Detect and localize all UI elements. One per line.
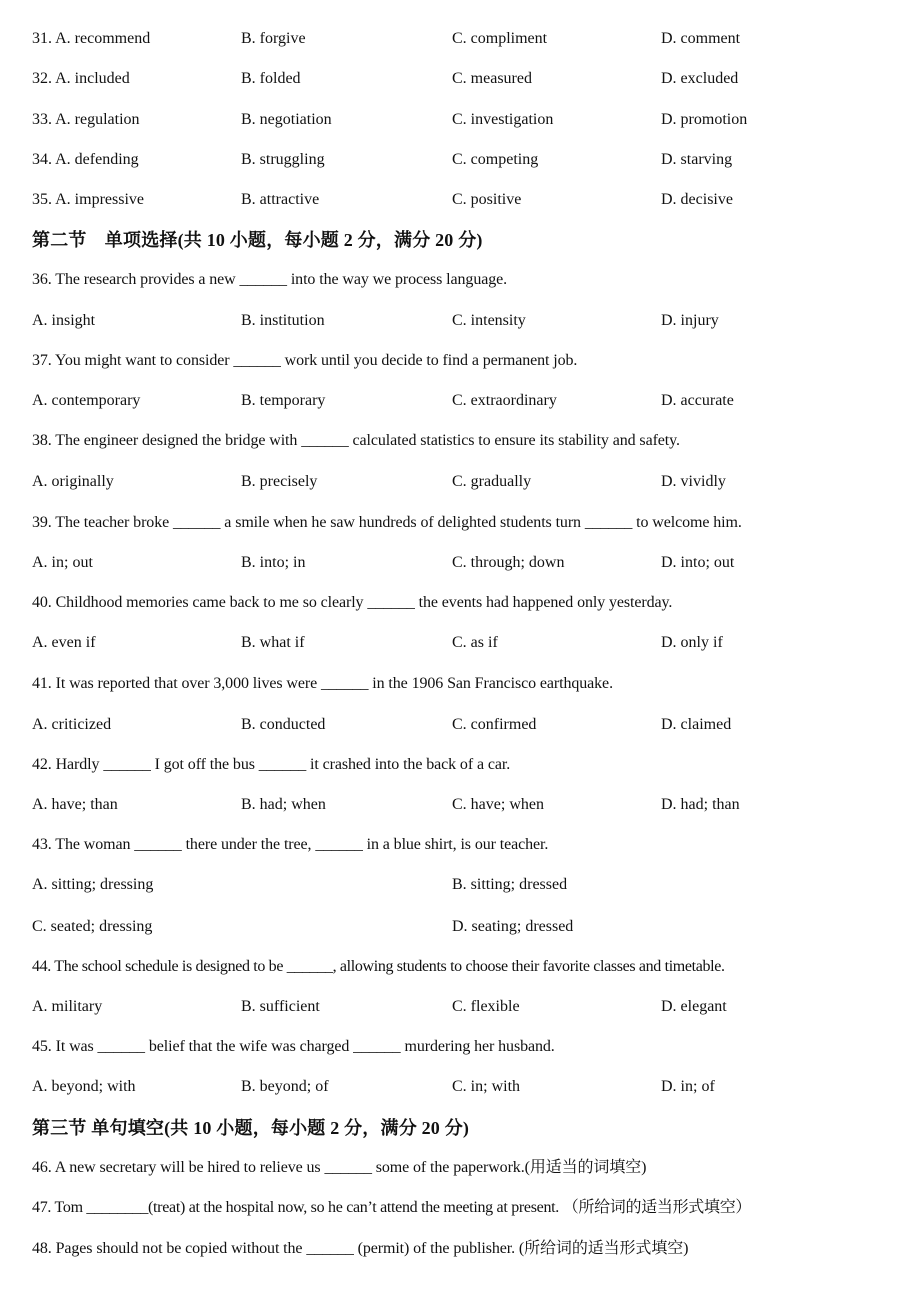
question-38: 38. The engineer designed the bridge with ______ calculated statistics to ensure its stability and safety. [32, 432, 680, 449]
option-d: D. had; than [661, 796, 740, 813]
option-d: D. into; out [661, 554, 735, 571]
option-b: B. beyond; of [241, 1078, 329, 1095]
option-b: B. forgive [241, 30, 306, 47]
option-b: B. sitting; dressed [452, 876, 568, 893]
options-row-37 [32, 390, 880, 412]
option-a: A. insight [32, 312, 96, 329]
options-row-32 [32, 68, 880, 90]
options-row-45 [32, 1076, 880, 1098]
option-d: D. starving [661, 151, 733, 168]
option-a: A. even if [32, 634, 96, 651]
option-b: B. conducted [241, 716, 326, 733]
option-c: C. through; down [452, 554, 565, 571]
options-row-38 [32, 471, 880, 493]
option-d: D. comment [661, 30, 741, 47]
options-row-41 [32, 714, 880, 736]
options-row-39 [32, 552, 880, 574]
option-c: C. flexible [452, 998, 520, 1015]
question-40: 40. Childhood memories came back to me so clearly ______ the events had happened only yesterday. [32, 594, 673, 611]
section-3-heading: 第三节 单句填空(共 10 小题，每小题 2 分，满分 20 分) [32, 1118, 470, 1138]
option-c: C. competing [452, 151, 539, 168]
option-c: C. gradually [452, 473, 532, 490]
option-b: B. sufficient [241, 998, 320, 1015]
option-a: A. military [32, 998, 103, 1015]
option-c: C. as if [452, 634, 498, 651]
options-row-43-cd [32, 916, 880, 938]
question-44: 44. The school schedule is designed to be ______, allowing students to choose their favorite classes and timetable. [32, 958, 725, 975]
question-41: 41. It was reported that over 3,000 lives were ______ in the 1906 San Francisco earthquake. [32, 675, 613, 692]
option-d: D. accurate [661, 392, 734, 409]
options-row-36 [32, 310, 880, 332]
options-row-42 [32, 794, 880, 816]
options-row-31 [32, 28, 880, 50]
question-43: 43. The woman ______ there under the tree, ______ in a blue shirt, is our teacher. [32, 836, 549, 853]
options-row-35 [32, 189, 880, 211]
option-a: 32. A. included [32, 70, 130, 87]
question-48: 48. Pages should not be copied without the ______ (permit) of the publisher. (所给词的适当形式填空) [32, 1240, 689, 1257]
option-d: D. promotion [661, 111, 748, 128]
option-d: D. in; of [661, 1078, 715, 1095]
question-37: 37. You might want to consider ______ work until you decide to find a permanent job. [32, 352, 578, 369]
option-c: C. compliment [452, 30, 548, 47]
option-a: 33. A. regulation [32, 111, 140, 128]
option-b: B. what if [241, 634, 305, 651]
question-36: 36. The research provides a new ______ into the way we process language. [32, 271, 508, 288]
option-b: B. temporary [241, 392, 326, 409]
option-b: B. precisely [241, 473, 318, 490]
option-a: A. sitting; dressing [32, 876, 154, 893]
question-42: 42. Hardly ______ I got off the bus ______ it crashed into the back of a car. [32, 756, 511, 773]
option-a: A. beyond; with [32, 1078, 136, 1095]
question-39: 39. The teacher broke ______ a smile when he saw hundreds of delighted students turn ______ to welcome him. [32, 514, 742, 531]
option-b: B. had; when [241, 796, 326, 813]
option-b: B. into; in [241, 554, 306, 571]
question-46: 46. A new secretary will be hired to relieve us ______ some of the paperwork.(用适当的词填空) [32, 1159, 647, 1176]
option-d: D. seating; dressed [452, 918, 574, 935]
option-b: B. struggling [241, 151, 325, 168]
option-d: D. vividly [661, 473, 726, 490]
options-row-34 [32, 149, 880, 171]
option-c: C. intensity [452, 312, 526, 329]
options-row-44 [32, 996, 880, 1018]
option-c: C. seated; dressing [32, 918, 153, 935]
options-row-40 [32, 632, 880, 654]
option-b: B. negotiation [241, 111, 332, 128]
question-45: 45. It was ______ belief that the wife was charged ______ murdering her husband. [32, 1038, 555, 1055]
option-c: C. confirmed [452, 716, 537, 733]
option-d: D. excluded [661, 70, 739, 87]
option-d: D. elegant [661, 998, 727, 1015]
option-a: A. contemporary [32, 392, 141, 409]
options-row-33 [32, 109, 880, 131]
option-b: B. institution [241, 312, 325, 329]
option-c: C. positive [452, 191, 522, 208]
option-d: D. injury [661, 312, 719, 329]
section-2-heading: 第二节 单项选择(共 10 小题，每小题 2 分，满分 20 分) [32, 230, 483, 250]
option-c: C. measured [452, 70, 532, 87]
option-c: C. investigation [452, 111, 554, 128]
option-a: A. criticized [32, 716, 112, 733]
option-c: C. extraordinary [452, 392, 557, 409]
option-a: A. have; than [32, 796, 118, 813]
option-a: 31. A. recommend [32, 30, 151, 47]
option-d: D. only if [661, 634, 723, 651]
option-c: C. have; when [452, 796, 544, 813]
question-47: 47. Tom ________(treat) at the hospital now, so he can’t attend the meeting at present. （所给词的适当形式填空） [32, 1199, 752, 1216]
option-a: A. originally [32, 473, 114, 490]
option-a: A. in; out [32, 554, 93, 571]
option-b: B. attractive [241, 191, 320, 208]
option-c: C. in; with [452, 1078, 521, 1095]
option-b: B. folded [241, 70, 301, 87]
option-a: 34. A. defending [32, 151, 139, 168]
option-a: 35. A. impressive [32, 191, 144, 208]
option-d: D. claimed [661, 716, 732, 733]
options-row-43-ab [32, 874, 880, 896]
option-d: D. decisive [661, 191, 733, 208]
